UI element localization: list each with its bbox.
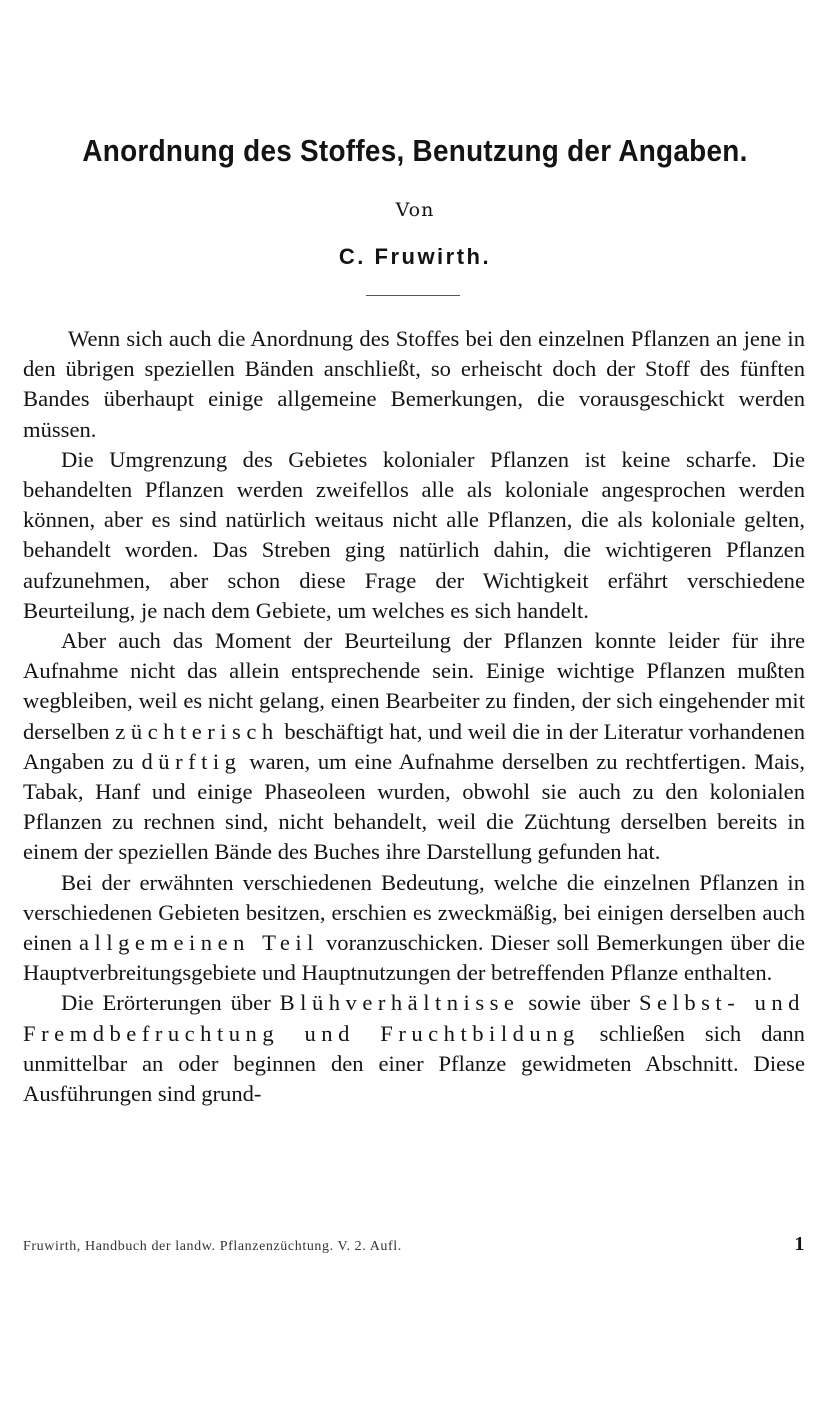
- body-text: [23, 324, 805, 1109]
- paragraph-text: beschäftigt hat, und weil die in der Literatur vorhandenen Angaben zu: [23, 718, 806, 774]
- paragraph-text: Aber auch das Moment der Beurteilung der Pflanzen konnte leider für ihre Aufnahme nicht das allein entsprechende sein. Einige wichtige Pflanzen mußten wegbleiben, weil es nicht gelang, einen Bearbeiter zu finden, der sich eingehender mit derselben: [23, 628, 805, 744]
- paragraph-text: Bei der erwähnten verschiedenen Bedeutung, welche die einzelnen Pflanzen in verschiedenen Gebieten besitzen, erschien es zweckmäßig, bei einigen derselben auch einen: [23, 869, 805, 956]
- paragraph-text: schließen sich dann unmittelbar an oder beginnen den einer Pflanze gewidmeten Abschnitt. Diese Ausführungen sind grund-: [23, 1020, 805, 1107]
- paragraph: [23, 324, 805, 445]
- paragraph: [23, 626, 805, 868]
- paragraph: [23, 445, 805, 626]
- emphasized-text: züchterisch: [115, 718, 279, 744]
- paragraph-text: waren, um eine Aufnahme derselben zu rechtfertigen. Mais, Tabak, Hanf und einige Phaseoleen wurden, obwohl sie auch zu den kolonialen Pflanzen zu rechnen sind, nicht behandelt, weil die Züchtung derselben bereits in einem der speziellen Bände des Buches ihre Darstellung gefunden hat.: [23, 748, 805, 865]
- paragraph-text: Die Erörterungen über: [61, 990, 280, 1016]
- paragraph: [23, 988, 805, 1109]
- paragraph-text: voranzuschicken. Dieser soll Bemerkungen über die Hauptverbreitungsgebiete und Hauptnutzungen der betreffenden Pflanze enthalten.: [23, 930, 805, 986]
- byline: Von: [395, 199, 435, 221]
- chapter-title: Anordnung des Stoffes, Benutzung der Angaben.: [82, 133, 748, 168]
- page-footer: [23, 1233, 805, 1255]
- emphasized-text: Blühverhältnisse: [279, 990, 520, 1016]
- paragraph: [23, 868, 805, 989]
- emphasized-text: dürftig: [141, 748, 242, 774]
- footer-signature: Fruwirth, Handbuch der landw. Pflanzenzüchtung. V. 2. Aufl.: [23, 1239, 402, 1254]
- emphasized-text: Selbst- und Fremdbefruchtung und Fruchtbildung: [23, 990, 805, 1046]
- author-name: C. Fruwirth.: [338, 244, 492, 269]
- paragraph-text: Wenn sich auch die Anordnung des Stoffes bei den einzelnen Pflanzen an jene in den übrigen speziellen Bänden anschließt, so erheischt doch der Stoff des fünften Bandes überhaupt einige allgemeine Bemerkungen, die vorausgeschickt werden müssen.: [23, 326, 805, 442]
- paragraph-text: Die Umgrenzung des Gebietes kolonialer Pflanzen ist keine scharfe. Die behandelten Pflanzen werden zweifellos alle als koloniale angesprochen werden können, aber es sind natürlich weitaus nicht alle Pflanzen, die als koloniale gelten, behandelt worden. Das Streben ging natürlich dahin, die wichtigeren Pflanzen aufzunehmen, aber schon diese Frage der Wichtigkeit erfährt verschiedene Beurteilung, je nach dem Gebiete, um welches es sich handelt.: [23, 446, 805, 623]
- title-divider: [366, 295, 460, 296]
- page-number: 1: [794, 1233, 805, 1255]
- emphasized-text: allgemeinen Teil: [79, 930, 319, 956]
- paragraph-text: sowie über: [519, 990, 639, 1016]
